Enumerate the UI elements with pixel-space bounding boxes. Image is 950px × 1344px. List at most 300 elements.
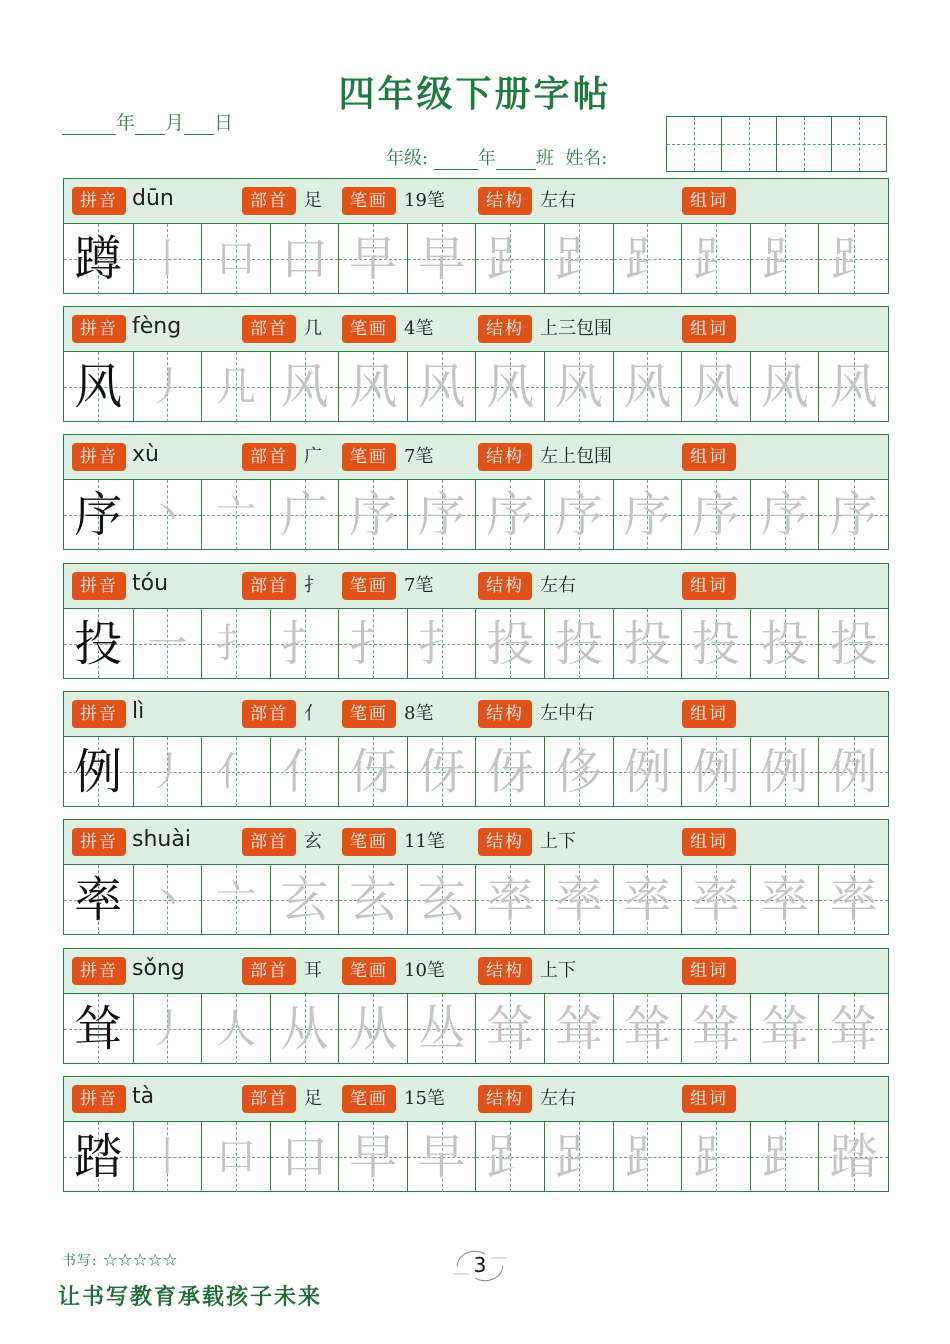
date-month-label: 月 [165,112,185,134]
trace-cell[interactable] [271,224,340,294]
radical-tag: 部首 [242,315,296,343]
trace-cell[interactable] [819,352,888,422]
stroke-order-glyph: 早 [349,1129,398,1185]
stroke-order-glyph: 从 [280,1001,329,1057]
stroke-order-glyph: 丶 [147,877,188,923]
trace-cell[interactable] [682,352,751,422]
strokes-value: 7笔 [404,446,434,467]
structure-value: 上三包围 [540,318,612,339]
stroke-order-glyph: 口 [280,1129,329,1185]
stroke-order-glyph: 率 [691,872,740,928]
radical-tag: 部首 [242,957,296,985]
stroke-order-glyph: ⻊ [691,231,740,287]
words-tag: 组词 [682,700,736,728]
stroke-order-glyph: 早 [417,1129,466,1185]
stroke-order-glyph: 从 [349,1001,398,1057]
practice-row [63,434,889,550]
practice-row [63,563,889,679]
model-character-cell [64,352,134,422]
stroke-order-glyph: 丨 [147,1134,188,1180]
trace-cell[interactable] [408,865,477,935]
radical-value: 广 [304,446,322,467]
trace-cell[interactable] [134,737,203,807]
strokes-value: 4笔 [404,318,434,339]
structure-value: 左中右 [540,703,594,724]
words-tag: 组词 [682,1085,736,1113]
practice-row [63,819,889,935]
stroke-order-glyph: 率 [623,872,672,928]
writing-grid [64,737,888,807]
trace-cell[interactable] [408,352,477,422]
model-character: 蹲 [74,231,123,287]
writing-grid [64,1122,888,1192]
strokes-tag: 笔画 [342,315,396,343]
trace-cell[interactable] [271,737,340,807]
pinyin-tag: 拼音 [72,443,126,471]
stroke-order-glyph: 𧾷 [486,1129,535,1185]
radical-tag: 部首 [242,443,296,471]
stroke-order-glyph: 耸 [486,1001,535,1057]
trace-cell[interactable] [271,865,340,935]
pinyin-tag: 拼音 [72,315,126,343]
stroke-order-glyph: 侈 [554,744,603,800]
structure-value: 左右 [540,1088,576,1109]
row-header [64,179,888,224]
structure-value: 左右 [540,575,576,596]
stroke-order-glyph: 丛 [417,1001,466,1057]
trace-cell[interactable] [339,352,408,422]
pinyin-value: fèng [132,314,182,339]
stroke-order-glyph: 亠 [215,877,256,923]
stroke-order-glyph: 投 [623,616,672,672]
trace-cell[interactable] [682,480,751,550]
pinyin-tag: 拼音 [72,700,126,728]
trace-cell[interactable] [819,609,888,679]
structure-value: 上下 [540,960,576,981]
row-header [64,435,888,480]
model-character-cell [64,480,134,550]
model-character-cell [64,1122,134,1192]
trace-cell[interactable] [682,865,751,935]
stroke-order-glyph: 耸 [554,1001,603,1057]
stroke-order-glyph: 耸 [691,1001,740,1057]
trace-cell[interactable] [614,480,683,550]
stroke-order-glyph: 率 [829,872,878,928]
words-tag: 组词 [682,828,736,856]
trace-cell[interactable] [545,865,614,935]
trace-cell[interactable] [134,994,203,1064]
stroke-order-glyph: 例 [829,744,878,800]
trace-cell[interactable] [202,994,271,1064]
trace-cell[interactable] [682,1122,751,1192]
writing-grid [64,352,888,422]
writing-grid [64,994,888,1064]
trace-cell[interactable] [614,994,683,1064]
stroke-order-glyph: 例 [760,744,809,800]
trace-cell[interactable] [545,609,614,679]
writing-grid [64,609,888,679]
trace-cell[interactable] [476,865,545,935]
pinyin-value: tóu [132,571,169,596]
stroke-order-glyph: 序 [623,487,672,543]
trace-cell[interactable] [202,865,271,935]
month-blank[interactable] [135,116,165,135]
trace-cell[interactable] [819,1122,888,1192]
radical-tag: 部首 [242,1085,296,1113]
model-character: 耸 [74,1001,123,1057]
stroke-order-glyph: ⻊ [829,231,878,287]
stroke-order-glyph: ⻊ [760,231,809,287]
strokes-tag: 笔画 [342,572,396,600]
practice-row [63,1076,889,1192]
trace-cell[interactable] [476,994,545,1064]
stroke-order-glyph: 玄 [280,872,329,928]
trace-cell[interactable] [134,865,203,935]
radical-tag: 部首 [242,700,296,728]
trace-cell[interactable] [682,609,751,679]
pinyin-value: tà [132,1084,155,1109]
strokes-value: 19笔 [404,190,445,211]
stroke-order-glyph: 丨 [147,236,188,282]
trace-cell[interactable] [339,480,408,550]
stroke-order-glyph: 𧾷 [486,231,535,287]
year-blank[interactable] [62,116,116,135]
trace-cell[interactable] [682,224,751,294]
strokes-tag: 笔画 [342,187,396,215]
trace-cell[interactable] [339,1122,408,1192]
stroke-order-glyph: 风 [829,359,878,415]
stroke-order-glyph: 亻 [280,744,329,800]
stroke-order-glyph: 序 [349,487,398,543]
day-blank[interactable] [184,116,214,135]
trace-cell[interactable] [134,1122,203,1192]
name-box[interactable] [832,117,886,171]
stroke-order-glyph: 早 [417,231,466,287]
page-number [462,1248,498,1284]
trace-cell[interactable] [339,609,408,679]
radical-value: 几 [304,318,322,339]
stroke-order-glyph: 𧾷 [554,1129,603,1185]
stroke-order-glyph: 序 [760,487,809,543]
practice-row [63,306,889,422]
trace-cell[interactable] [614,224,683,294]
pinyin-value: lì [132,699,145,724]
stroke-order-glyph: ⻊ [623,1129,672,1185]
pinyin-value: xù [132,442,159,467]
trace-cell[interactable] [545,352,614,422]
structure-tag: 结构 [478,828,532,856]
trace-cell[interactable] [134,224,203,294]
strokes-tag: 笔画 [342,828,396,856]
trace-cell[interactable] [271,609,340,679]
stroke-order-glyph: 丿 [147,1006,188,1052]
grade-label: 年级: [386,148,429,169]
trace-cell[interactable] [271,352,340,422]
trace-cell[interactable] [271,480,340,550]
trace-cell[interactable] [476,737,545,807]
stroke-order-glyph: 一 [147,621,188,667]
stroke-order-glyph: 风 [691,359,740,415]
trace-cell[interactable] [476,352,545,422]
radical-value: 扌 [304,575,322,596]
strokes-value: 11笔 [404,831,445,852]
trace-cell[interactable] [408,737,477,807]
trace-cell[interactable] [339,224,408,294]
name-label: 姓名: [565,148,608,169]
strokes-value: 8笔 [404,703,434,724]
stroke-order-glyph: 丶 [147,492,188,538]
trace-cell[interactable] [819,737,888,807]
stroke-order-glyph: 伢 [349,744,398,800]
trace-cell[interactable] [476,1122,545,1192]
stroke-order-glyph: 伢 [486,744,535,800]
stroke-order-glyph: 风 [417,359,466,415]
model-character: 踏 [74,1129,123,1185]
stroke-order-glyph: ⻊ [760,1129,809,1185]
radical-tag: 部首 [242,187,296,215]
trace-cell[interactable] [614,609,683,679]
trace-cell[interactable] [202,609,271,679]
stroke-order-glyph: 例 [623,744,672,800]
trace-cell[interactable] [408,480,477,550]
stroke-order-glyph: 序 [417,487,466,543]
trace-cell[interactable] [819,224,888,294]
stroke-order-glyph: ⻊ [623,231,672,287]
structure-tag: 结构 [478,957,532,985]
stroke-order-glyph: 扌 [417,616,466,672]
strokes-tag: 笔画 [342,957,396,985]
strokes-tag: 笔画 [342,443,396,471]
row-header [64,1077,888,1122]
trace-cell[interactable] [476,609,545,679]
rating: 书写: ☆☆☆☆☆ [62,1253,179,1269]
pinyin-tag: 拼音 [72,187,126,215]
stroke-order-glyph: 口 [215,1134,256,1180]
stroke-order-glyph: 率 [760,872,809,928]
strokes-value: 7笔 [404,575,434,596]
stroke-order-glyph: 率 [486,872,535,928]
stroke-order-glyph: 丿 [147,364,188,410]
trace-cell[interactable] [134,352,203,422]
date-line [62,108,233,135]
grade-blank[interactable] [434,153,478,170]
stroke-order-glyph: 扌 [280,616,329,672]
strokes-value: 15笔 [404,1088,445,1109]
row-header [64,949,888,994]
stroke-order-glyph: 序 [486,487,535,543]
trace-cell[interactable] [271,1122,340,1192]
stroke-order-glyph: 几 [215,364,256,410]
trace-cell[interactable] [751,737,820,807]
model-character-cell [64,737,134,807]
trace-cell[interactable] [819,994,888,1064]
trace-cell[interactable] [545,480,614,550]
words-tag: 组词 [682,572,736,600]
strokes-value: 10笔 [404,960,445,981]
stroke-order-glyph: 投 [691,616,740,672]
structure-tag: 结构 [478,572,532,600]
trace-cell[interactable] [545,224,614,294]
model-character: 例 [74,744,123,800]
trace-cell[interactable] [545,1122,614,1192]
structure-value: 上下 [540,831,576,852]
model-character-cell [64,994,134,1064]
stroke-order-glyph: 口 [280,231,329,287]
trace-cell[interactable] [819,480,888,550]
stroke-order-glyph: 亻 [215,749,256,795]
stroke-order-glyph: 投 [486,616,535,672]
stroke-order-glyph: 风 [486,359,535,415]
stroke-order-glyph: 风 [623,359,672,415]
stroke-order-glyph: 丿 [147,749,188,795]
trace-cell[interactable] [476,480,545,550]
date-day-label: 日 [214,112,234,134]
stroke-order-glyph: 投 [760,616,809,672]
class-line [386,144,607,170]
trace-cell[interactable] [271,994,340,1064]
radical-value: 足 [304,1088,322,1109]
structure-tag: 结构 [478,443,532,471]
practice-row [63,691,889,807]
words-tag: 组词 [682,957,736,985]
name-box[interactable] [777,117,832,171]
words-tag: 组词 [682,187,736,215]
grade-year-label: 年 [477,148,496,169]
model-character: 率 [74,872,123,928]
trace-cell[interactable] [682,994,751,1064]
strokes-tag: 笔画 [342,1085,396,1113]
structure-tag: 结构 [478,187,532,215]
radical-value: 亻 [304,703,322,724]
stroke-order-glyph: 投 [554,616,603,672]
stroke-order-glyph: 序 [829,487,878,543]
stroke-order-glyph: 耸 [760,1001,809,1057]
stroke-order-glyph: 序 [554,487,603,543]
name-box[interactable] [722,117,777,171]
model-character-cell [64,224,134,294]
stroke-order-glyph: 例 [691,744,740,800]
pinyin-value: shuài [132,827,191,852]
trace-cell[interactable] [476,224,545,294]
trace-cell[interactable] [751,352,820,422]
stroke-order-glyph: 人 [215,1006,256,1052]
trace-cell[interactable] [202,480,271,550]
trace-cell[interactable] [339,994,408,1064]
writing-grid [64,224,888,294]
trace-cell[interactable] [751,865,820,935]
name-box[interactable] [667,117,722,171]
row-header [64,820,888,865]
row-header [64,307,888,352]
trace-cell[interactable] [751,609,820,679]
radical-tag: 部首 [242,828,296,856]
stroke-order-glyph: 风 [349,359,398,415]
row-header [64,692,888,737]
model-character: 投 [74,616,123,672]
stroke-order-glyph: 率 [554,872,603,928]
trace-cell[interactable] [751,480,820,550]
pinyin-value: sǒng [132,956,185,981]
stroke-order-glyph: 亠 [215,492,256,538]
trace-cell[interactable] [819,865,888,935]
structure-tag: 结构 [478,315,532,343]
trace-cell[interactable] [408,994,477,1064]
trace-cell[interactable] [408,1122,477,1192]
stroke-order-glyph: 𧾷 [554,231,603,287]
model-character-cell [64,865,134,935]
stroke-order-glyph: 口 [215,236,256,282]
trace-cell[interactable] [134,609,203,679]
stroke-order-glyph: 伢 [417,744,466,800]
trace-cell[interactable] [751,224,820,294]
trace-cell[interactable] [545,737,614,807]
stroke-order-glyph: 耸 [623,1001,672,1057]
radical-tag: 部首 [242,572,296,600]
trace-cell[interactable] [614,1122,683,1192]
date-year-label: 年 [116,112,136,134]
trace-cell[interactable] [339,865,408,935]
stroke-order-glyph: 风 [760,359,809,415]
stroke-order-glyph: 风 [280,359,329,415]
stroke-order-glyph: 序 [691,487,740,543]
trace-cell[interactable] [614,352,683,422]
pinyin-tag: 拼音 [72,828,126,856]
stroke-order-glyph: 玄 [417,872,466,928]
trace-cell[interactable] [682,737,751,807]
class-blank[interactable] [496,153,536,170]
radical-value: 玄 [304,831,322,852]
stroke-order-glyph: 投 [829,616,878,672]
trace-cell[interactable] [614,865,683,935]
stroke-order-glyph: 踏 [829,1129,878,1185]
stroke-order-glyph: ⻊ [691,1129,740,1185]
trace-cell[interactable] [202,352,271,422]
pinyin-value: dūn [132,186,174,211]
stroke-order-glyph: 广 [280,487,329,543]
radical-value: 足 [304,190,322,211]
trace-cell[interactable] [202,737,271,807]
practice-row [63,948,889,1064]
trace-cell[interactable] [202,224,271,294]
class-label: 班 [535,148,554,169]
stroke-order-glyph: 扌 [215,621,256,667]
writing-grid [64,865,888,935]
radical-value: 耳 [304,960,322,981]
trace-cell[interactable] [751,994,820,1064]
structure-tag: 结构 [478,1085,532,1113]
trace-cell[interactable] [134,480,203,550]
stroke-order-glyph: 耸 [829,1001,878,1057]
pinyin-tag: 拼音 [72,1085,126,1113]
trace-cell[interactable] [408,609,477,679]
structure-value: 左右 [540,190,576,211]
practice-row [63,178,889,294]
trace-cell[interactable] [751,1122,820,1192]
model-character: 风 [74,359,123,415]
stroke-order-glyph: 早 [349,231,398,287]
name-boxes[interactable] [666,116,887,172]
trace-cell[interactable] [545,994,614,1064]
trace-cell[interactable] [339,737,408,807]
words-tag: 组词 [682,315,736,343]
trace-cell[interactable] [408,224,477,294]
page-title: 四年级下册字帖 [338,74,612,115]
writing-grid [64,480,888,550]
row-header [64,564,888,609]
model-character-cell [64,609,134,679]
trace-cell[interactable] [202,1122,271,1192]
trace-cell[interactable] [614,737,683,807]
